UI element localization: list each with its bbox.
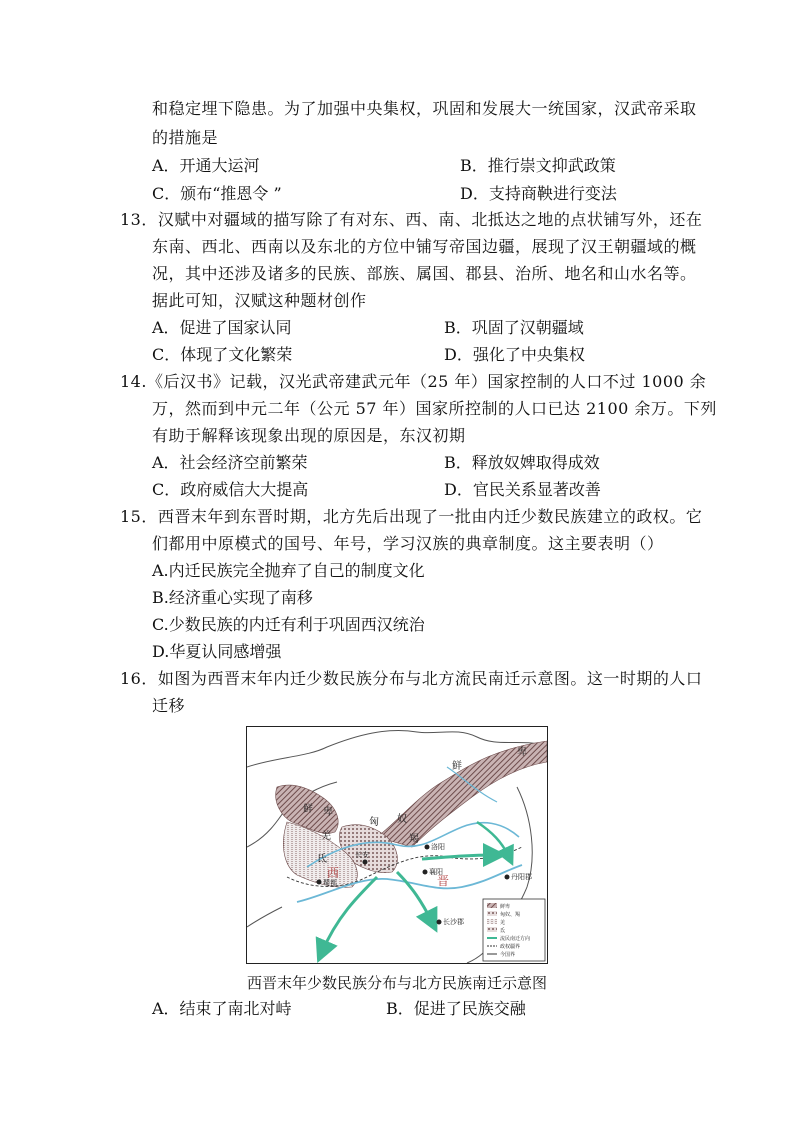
label-qiang: 羌 [321, 831, 331, 842]
q15-stem-line-1: 15．西晋末年到东晋时期，北方先后出现了一批由内迁少数民族建立的政权。它 [120, 507, 703, 526]
q14-option-c[interactable]: C．政府威信大大提高 [152, 480, 309, 499]
q16-stem-line-2: 迁移 [152, 696, 186, 715]
q13-option-c[interactable]: C．体现了文化繁荣 [152, 345, 293, 364]
migration-map [246, 726, 548, 964]
legend-national-border: 今国界 [500, 952, 516, 958]
q12-stem-line-2: 的措施是 [152, 128, 219, 147]
label-xiongnu-1: 匈 [369, 817, 379, 828]
q14-option-a[interactable]: A．社会经济空前繁荣 [152, 453, 308, 472]
migration-arrow-southwest [322, 877, 377, 952]
label-chengdu: 蜀都 [323, 879, 337, 887]
q14-stem-line-1: 14.《后汉书》记载，汉光武帝建武元年（25 年）国家控制的人口不过 1000 余 [120, 372, 707, 391]
q12-option-c[interactable]: C．颁布“推恩令 ” [152, 184, 282, 203]
label-jin: 晋 [437, 874, 450, 888]
map-svg [247, 727, 547, 963]
label-changsha: 长沙郡 [443, 918, 464, 926]
label-xianbei-top: 鲜 [452, 761, 462, 772]
q12-option-a[interactable]: A．开通大运河 [152, 156, 260, 175]
label-di: 氐 [317, 854, 327, 865]
legend-qiang: 羌 [500, 920, 506, 926]
q14-option-b[interactable]: B．释放奴婢取得成效 [444, 453, 600, 472]
q14-option-d[interactable]: D．官民关系显著改善 [444, 480, 601, 499]
q15-option-c[interactable]: C.少数民族的内迁有利于巩固西汉统治 [152, 615, 425, 634]
label-luoyang: 洛阳 [431, 843, 445, 851]
city-xiangyang [423, 870, 428, 875]
label-xianbei-left: 鲜 [303, 804, 313, 815]
q12-stem-line-1: 和稳定埋下隐患。为了加强中央集权，巩固和发展大一统国家，汉武帝采取 [152, 99, 697, 118]
label-changan: 长安 [355, 851, 369, 859]
q13-stem-line-4: 据此可知，汉赋这种题材创作 [152, 291, 367, 310]
q12-option-d[interactable]: D．支持商鞅进行变法 [460, 184, 617, 203]
q13-stem-line-2: 东南、西北、西南以及东北的方位中铺写帝国边疆，展现了汉王朝疆域的概 [152, 237, 697, 256]
legend-xianbei: 鲜卑 [500, 904, 511, 910]
label-xianbei-left2: 卑 [323, 807, 333, 818]
q12-option-b[interactable]: B．推行崇文抑武政策 [460, 156, 616, 175]
label-xiongnu-2: 奴 [397, 814, 407, 825]
q13-option-d[interactable]: D．强化了中央集权 [444, 345, 585, 364]
city-luoyang [425, 845, 430, 850]
label-xianbei-top2: 卑 [517, 747, 527, 758]
q14-stem-line-2: 万，然而到中元二年（公元 57 年）国家所控制的人口已达 2100 余万。下列 [152, 399, 717, 418]
city-chengdu [317, 880, 322, 885]
q13-option-b[interactable]: B．巩固了汉朝疆域 [444, 318, 584, 337]
q16-stem-line-1: 16．如图为西晋末年内迁少数民族分布与北方流民南迁示意图。这一时期的人口 [120, 669, 703, 688]
q15-option-a[interactable]: A.内迁民族完全抛弃了自己的制度文化 [152, 561, 425, 580]
city-jianye [505, 875, 510, 880]
label-xiangyang: 襄阳 [429, 868, 443, 876]
legend-xiongnu: 匈奴、羯 [500, 912, 521, 918]
q14-stem-line-3: 有助于解释该现象出现的原因是，东汉初期 [152, 426, 466, 445]
q13-stem-line-1: 13．汉赋中对疆域的描写除了有对东、西、南、北抵达之地的点状铺写外，还在 [120, 210, 703, 229]
city-changsha [437, 920, 442, 925]
q15-option-d[interactable]: D.华夏认同感增强 [152, 642, 282, 661]
label-xi: 西 [327, 866, 340, 880]
q13-option-a[interactable]: A．促进了国家认同 [152, 318, 292, 337]
map-caption: 西晋末年少数民族分布与北方民族南迁示意图 [246, 974, 547, 992]
q15-option-b[interactable]: B.经济重心实现了南移 [152, 588, 313, 607]
q16-option-b[interactable]: B．促进了民族交融 [386, 999, 526, 1018]
legend-migration: 流民南迁方向 [500, 936, 531, 942]
map-legend [483, 899, 545, 961]
city-changan [363, 860, 368, 865]
legend-boundary: 政权疆界 [500, 944, 521, 950]
q15-stem-line-2: 们都用中原模式的国号、年号，学习汉族的典章制度。这主要表明（） [152, 534, 664, 553]
q13-stem-line-3: 况，其中还涉及诸多的民族、部族、属国、郡县、治所、地名和山水名等。 [152, 264, 697, 283]
legend-di: 氐 [500, 928, 506, 934]
migration-arrow-south [397, 872, 432, 922]
q16-option-a[interactable]: A．结束了南北对峙 [152, 999, 292, 1018]
label-jie: 羯 [409, 834, 419, 845]
label-jianye: 丹阳郡 [511, 873, 532, 881]
